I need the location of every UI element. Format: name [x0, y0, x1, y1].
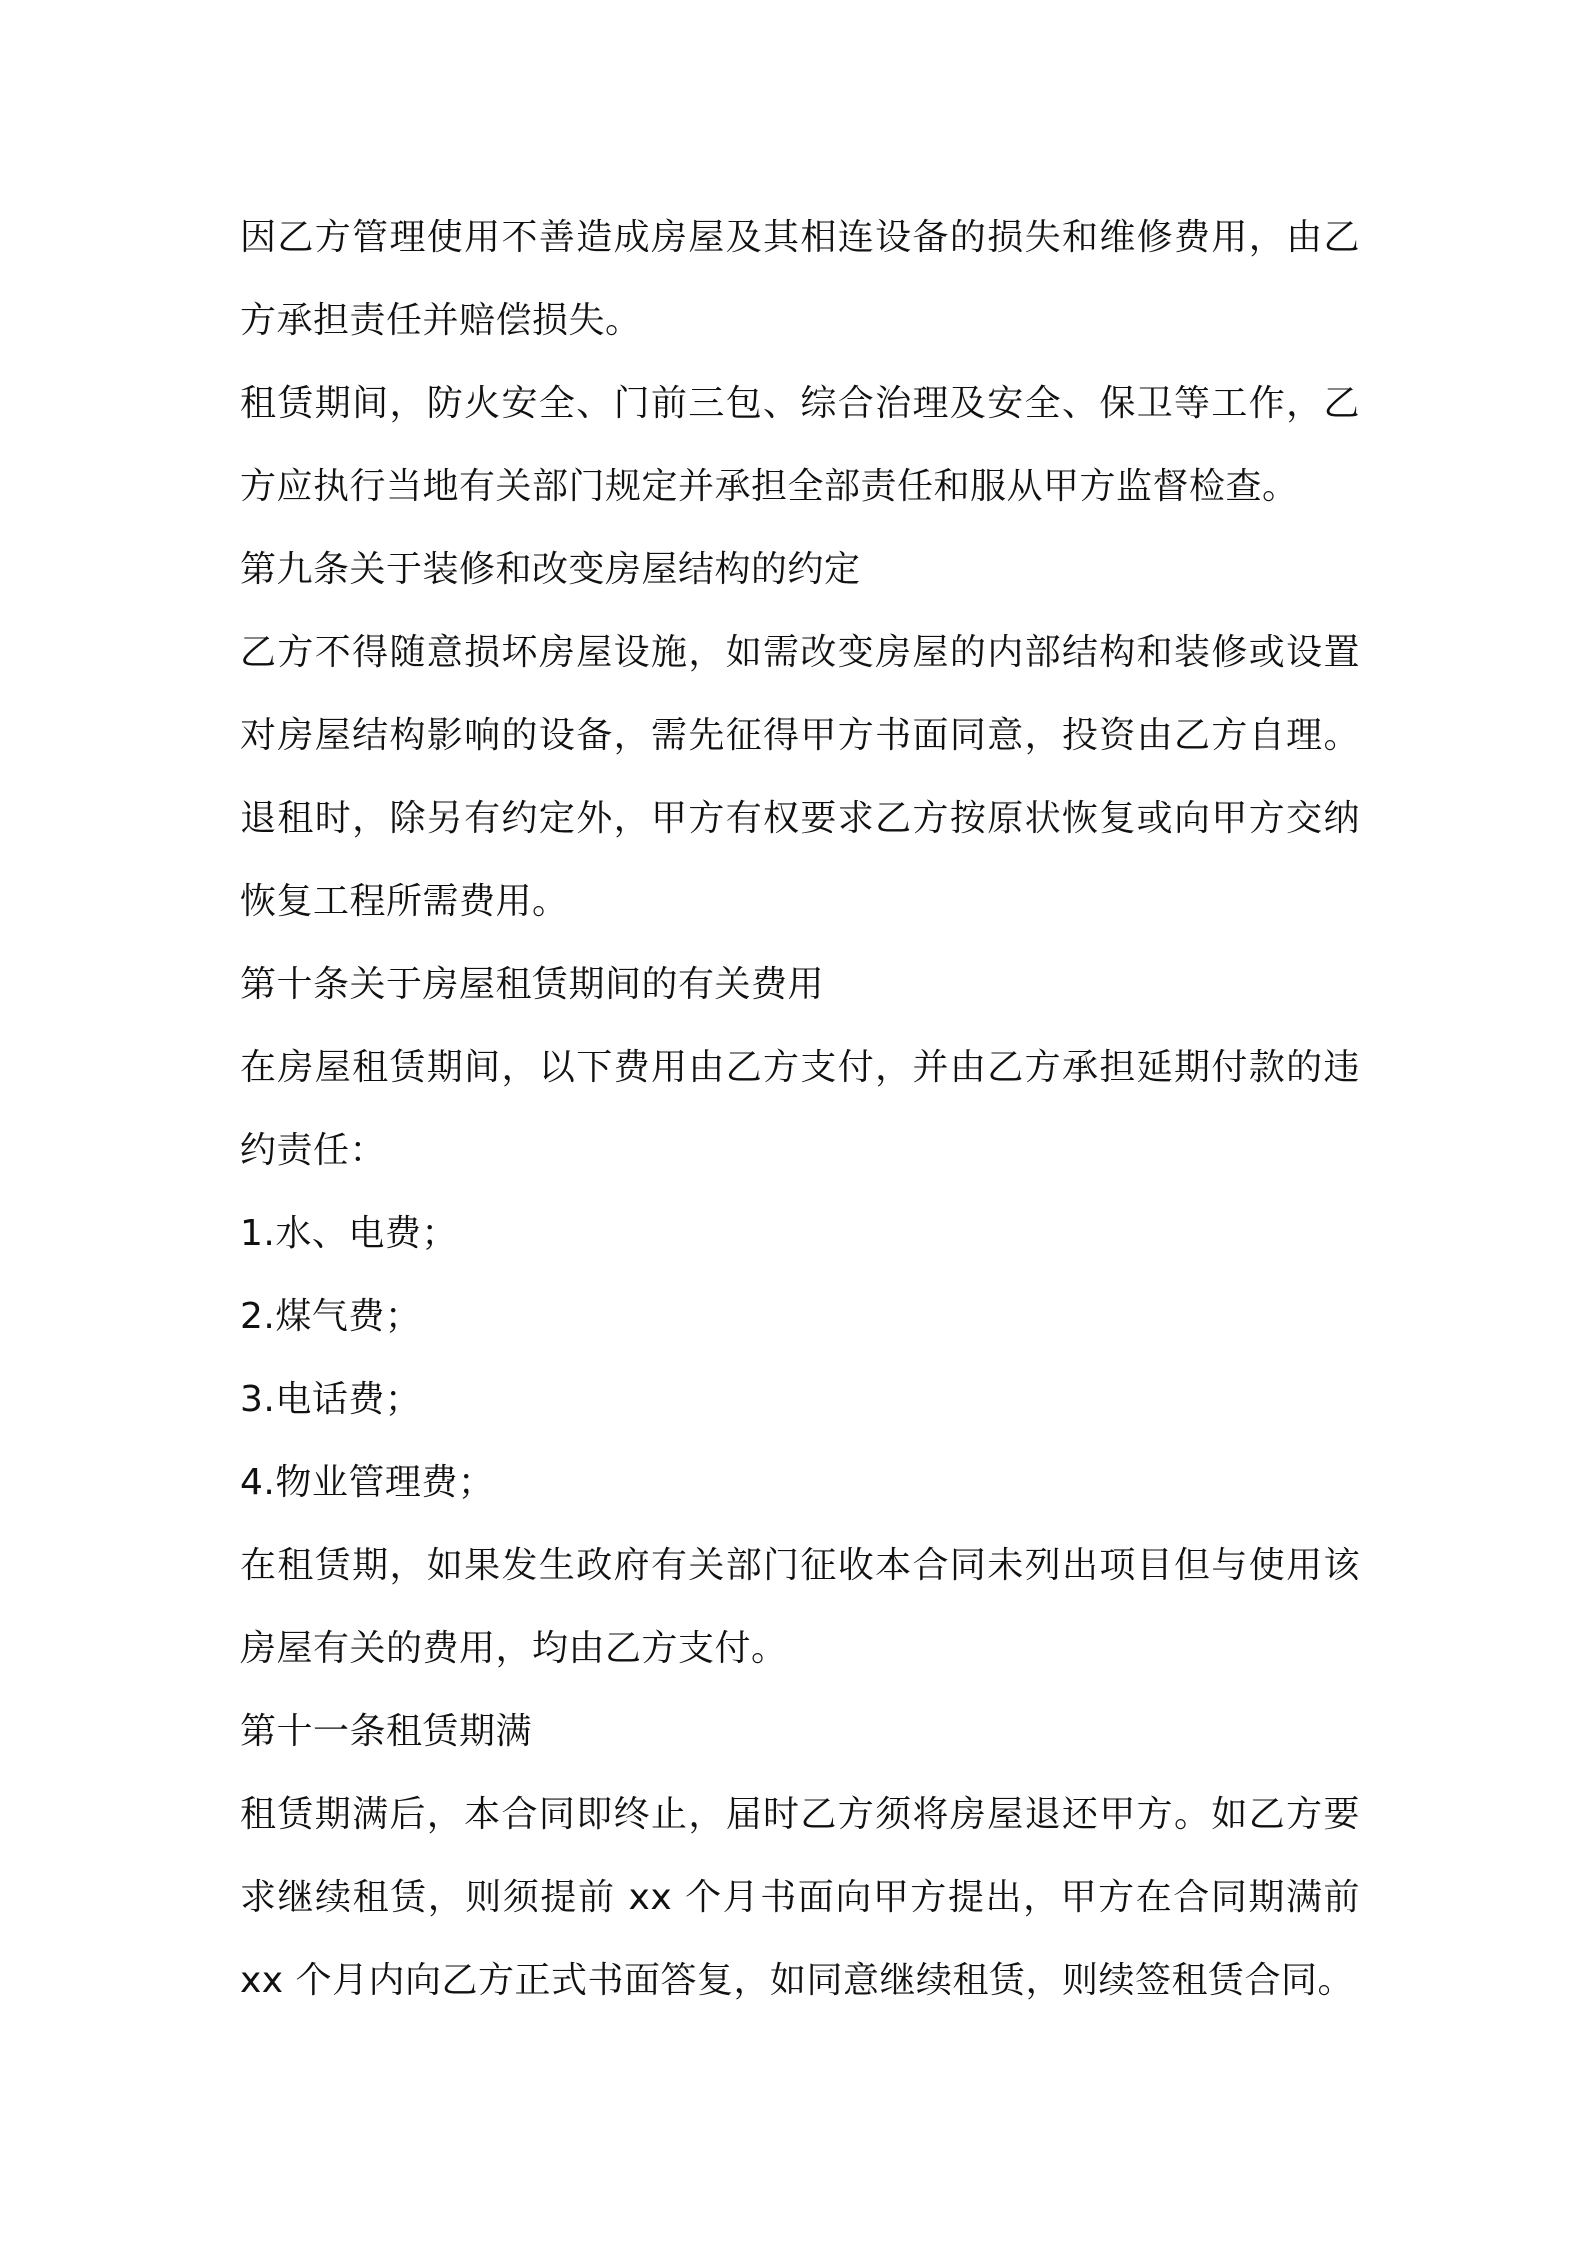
paragraph-damage-liability: 因乙方管理使用不善造成房屋及其相连设备的损失和维修费用，由乙方承担责任并赔偿损失。 [240, 217, 1360, 341]
paragraph-lease-expiry: 租赁期满后，本合同即终止，届时乙方须将房屋退还甲方。如乙方要求继续租赁，则须提前 xx 个月书面向甲方提出，甲方在合同期满前 xx 个月内向乙方正式书面答复，如同意继续租赁，则续签租赁合同。 [240, 1794, 1360, 2001]
paragraph-safety-duties: 租赁期间，防火安全、门前三包、综合治理及安全、保卫等工作，乙方应执行当地有关部门规定并承担全部责任和服从甲方监督检查。 [240, 383, 1360, 507]
paragraph-other-fees: 在租赁期，如果发生政府有关部门征收本合同未列出项目但与使用该房屋有关的费用，均由乙方支付。 [240, 1545, 1360, 1669]
paragraph-renovation: 乙方不得随意损坏房屋设施，如需改变房屋的内部结构和装修或设置对房屋结构影响的设备，需先征得甲方书面同意，投资由乙方自理。退租时，除另有约定外，甲方有权要求乙方按原状恢复或向甲方交纳恢复工程所需费用。 [240, 632, 1360, 922]
list-item-fee-3: 3.电话费； [240, 1379, 422, 1420]
heading-article-11: 第十一条租赁期满 [240, 1711, 533, 1752]
heading-article-10: 第十条关于房屋租赁期间的有关费用 [240, 964, 825, 1005]
heading-article-9: 第九条关于装修和改变房屋结构的约定 [240, 549, 861, 590]
list-item-fee-4: 4.物业管理费； [240, 1462, 495, 1503]
paragraph-fees-intro: 在房屋租赁期间，以下费用由乙方支付，并由乙方承担延期付款的违约责任： [240, 1047, 1360, 1171]
list-item-fee-1: 1.水、电费； [240, 1213, 458, 1254]
list-item-fee-2: 2.煤气费； [240, 1296, 422, 1337]
document-body [240, 196, 1360, 2022]
